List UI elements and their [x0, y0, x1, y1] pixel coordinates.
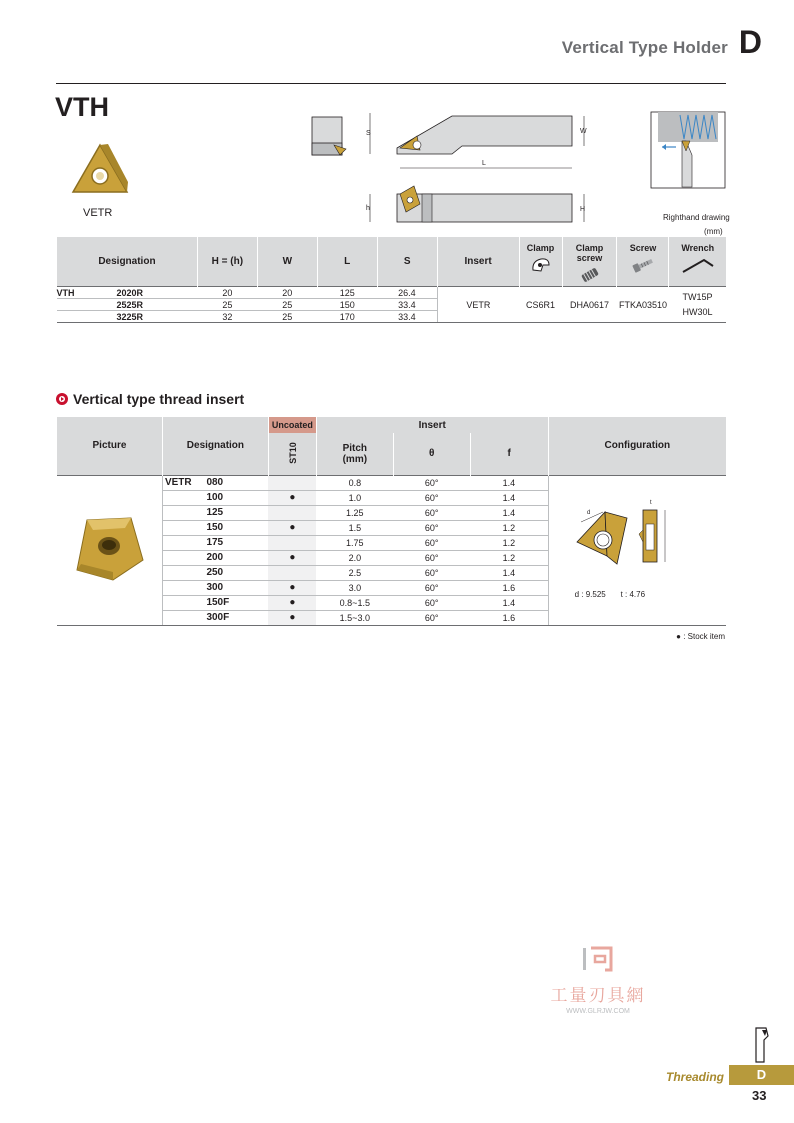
drawing-note: Righthand drawing [663, 213, 730, 222]
cell-pitch: 1.5~3.0 [316, 610, 393, 625]
cell-pitch: 2.5 [316, 565, 393, 580]
insert-code: 100 [202, 490, 268, 505]
stock-indicator [268, 505, 316, 520]
cell-pitch: 3.0 [316, 580, 393, 595]
watermark-text: 工量刃具網 [550, 986, 646, 1005]
insert-code: 150 [202, 520, 268, 535]
series-code: VTH [56, 287, 75, 298]
cell-S: 26.4 [377, 287, 437, 299]
screw-icon [630, 256, 656, 274]
product-code: VTH [55, 92, 109, 122]
config-d-label: d [586, 509, 590, 516]
col-clamp [519, 237, 562, 287]
insert-series-empty [162, 550, 202, 565]
cell-theta: 60° [393, 535, 470, 550]
insert-code: 250 [202, 565, 268, 580]
cell-H: 25 [197, 299, 257, 311]
col-clamp-screw [562, 237, 617, 287]
cell-W: 25 [257, 311, 317, 323]
col-insert: Insert [437, 237, 519, 287]
watermark-url: WWW.GLRJW.COM [566, 1008, 630, 1015]
dim-h-label: h [366, 205, 370, 212]
insert-caption: VETR [83, 207, 113, 219]
config-d-value: d : 9.525 [574, 589, 606, 599]
config-t-value: t : 4.76 [620, 589, 646, 599]
cell-L: 125 [317, 287, 377, 299]
cell-pitch: 1.5 [316, 520, 393, 535]
stock-indicator: ● [268, 520, 316, 535]
cell-clamp-screw: DHA0617 [562, 287, 617, 323]
table-row [57, 475, 727, 490]
insert-series: VETR [162, 475, 202, 490]
vetr-insert-icon [70, 142, 130, 198]
cell-f: 1.2 [470, 550, 548, 565]
cell-f: 1.4 [470, 565, 548, 580]
col-W: W [257, 237, 317, 287]
cell-L: 170 [317, 311, 377, 323]
stock-indicator: ● [268, 610, 316, 625]
cell-theta: 60° [393, 505, 470, 520]
holder-code: 2525R [116, 299, 144, 310]
cell-pitch: 0.8 [316, 475, 393, 490]
cell-f: 1.4 [470, 490, 548, 505]
col-wrench [669, 237, 726, 287]
cell-theta: 60° [393, 580, 470, 595]
cell-pitch: 0.8~1.5 [316, 595, 393, 610]
cell-theta: 60° [393, 550, 470, 565]
insert-code: 175 [202, 535, 268, 550]
cell-f: 1.2 [470, 535, 548, 550]
col-insert-group: Insert [316, 417, 548, 433]
cell-pitch: 1.75 [316, 535, 393, 550]
page-number: 33 [752, 1088, 767, 1103]
clamp-icon [530, 256, 552, 274]
circle-arrow-icon [56, 393, 68, 405]
footer-category: Threading [666, 1070, 725, 1084]
cell-S: 33.4 [377, 311, 437, 323]
cell-H: 20 [197, 287, 257, 299]
watermark-logo-icon [581, 946, 615, 972]
screw-header-label: Screw [629, 243, 657, 253]
cell-pitch: 1.0 [316, 490, 393, 505]
insert-code: 125 [202, 505, 268, 520]
insert-photo-icon [69, 514, 149, 584]
cell-L: 150 [317, 299, 377, 311]
cell-f: 1.4 [470, 595, 548, 610]
stock-indicator [268, 475, 316, 490]
cell-W: 25 [257, 299, 317, 311]
footer-section-tab: D [729, 1065, 794, 1085]
stock-indicator [268, 535, 316, 550]
insert-code: 300F [202, 610, 268, 625]
clamp-header-label: Clamp [526, 243, 555, 253]
threading-tool-icon [752, 1026, 772, 1064]
clamp-screw-header-label: Clamp screw [575, 243, 604, 263]
dim-s-label: S [366, 130, 371, 137]
table-row-designation [57, 287, 198, 299]
holder-end-view-drawing [310, 115, 352, 160]
section-heading [56, 391, 244, 407]
cell-S: 33.4 [377, 299, 437, 311]
col-uncoated: Uncoated [268, 417, 316, 433]
cell-theta: 60° [393, 595, 470, 610]
configuration-cell [548, 475, 726, 625]
cell-W: 20 [257, 287, 317, 299]
col-insert-designation: Designation [162, 417, 268, 475]
stock-indicator: ● [268, 595, 316, 610]
insert-series-empty [162, 505, 202, 520]
dim-H-label: H [580, 206, 586, 213]
cell-f: 1.4 [470, 505, 548, 520]
section-heading-text: Vertical type thread insert [73, 391, 245, 407]
grade-label: ST10 [287, 442, 298, 465]
col-L: L [317, 237, 377, 287]
cell-f: 1.4 [470, 475, 548, 490]
cell-clamp: CS6R1 [519, 287, 562, 323]
stock-indicator [268, 565, 316, 580]
col-theta: θ [393, 433, 470, 475]
cell-pitch: 2.0 [316, 550, 393, 565]
col-S: S [377, 237, 437, 287]
cell-f: 1.6 [470, 580, 548, 595]
cell-H: 32 [197, 311, 257, 323]
watermark [528, 946, 668, 1015]
page-header-title: Vertical Type Holder [561, 38, 728, 57]
holder-code: 3225R [116, 311, 144, 322]
col-H: H = (h) [197, 237, 257, 287]
wrench-icon [680, 256, 716, 274]
dim-w-label: W [580, 128, 587, 135]
insert-series-empty [162, 565, 202, 580]
table-row-designation [57, 311, 198, 323]
holder-code: 2020R [116, 287, 144, 298]
insert-series-empty [162, 595, 202, 610]
cell-screw: FTKA03510 [617, 287, 669, 323]
cell-f: 1.6 [470, 610, 548, 625]
config-t-label: t [649, 499, 652, 506]
insert-code: 200 [202, 550, 268, 565]
header-divider [56, 83, 726, 84]
stock-indicator: ● [268, 550, 316, 565]
insert-code: 150F [202, 595, 268, 610]
insert-series-empty [162, 535, 202, 550]
stock-indicator: ● [268, 490, 316, 505]
col-configuration: Configuration [548, 417, 726, 475]
stock-indicator: ● [268, 580, 316, 595]
col-f: f [470, 433, 548, 475]
col-picture: Picture [57, 417, 163, 475]
cell-f: 1.2 [470, 520, 548, 535]
clamp-screw-icon [579, 266, 601, 284]
insert-spec-table [56, 417, 726, 626]
table-row-designation [57, 299, 198, 311]
insert-code: 300 [202, 580, 268, 595]
wrench-2: HW30L [682, 306, 713, 317]
insert-configuration-drawing [553, 494, 723, 584]
insert-series-empty [162, 520, 202, 535]
cell-theta: 60° [393, 520, 470, 535]
holder-spec-table [56, 237, 726, 323]
dim-l-label: L [482, 160, 486, 167]
wrench-1: TW15P [682, 291, 713, 302]
stock-note: ● : Stock item [676, 632, 725, 641]
cell-theta: 60° [393, 565, 470, 580]
insert-series-empty [162, 490, 202, 505]
holder-top-view-drawing [362, 108, 602, 226]
insert-code: 080 [202, 475, 268, 490]
section-letter: D [738, 24, 762, 60]
col-grade [268, 433, 316, 475]
col-pitch: Pitch (mm) [316, 433, 393, 475]
unit-label: (mm) [704, 227, 723, 236]
cell-wrench [669, 287, 726, 323]
cell-theta: 60° [393, 610, 470, 625]
col-screw [617, 237, 669, 287]
insert-series-empty [162, 580, 202, 595]
cell-theta: 60° [393, 475, 470, 490]
insert-picture-cell [57, 475, 163, 625]
insert-series-empty [162, 610, 202, 625]
col-designation: Designation [57, 237, 198, 287]
cell-theta: 60° [393, 490, 470, 505]
wrench-header-label: Wrench [681, 243, 715, 253]
cell-pitch: 1.25 [316, 505, 393, 520]
cell-insert: VETR [437, 287, 519, 323]
threading-application-drawing [650, 111, 726, 189]
